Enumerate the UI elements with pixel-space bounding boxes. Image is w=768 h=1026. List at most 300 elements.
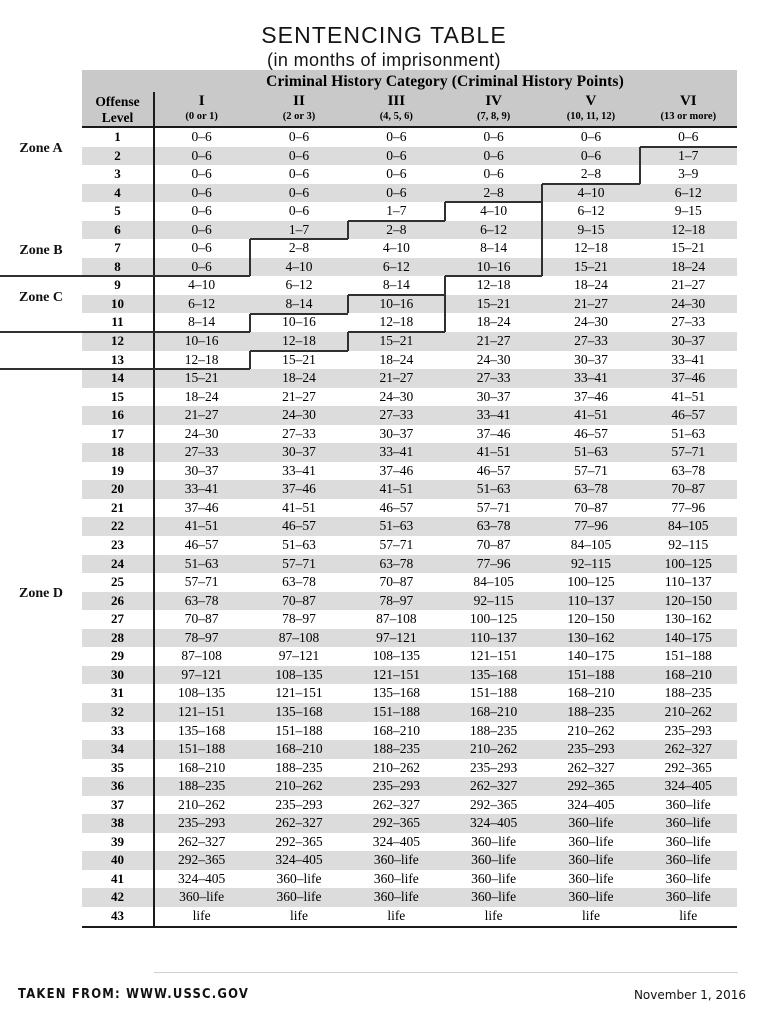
sentence-range-cell: 1–7 <box>678 147 699 163</box>
sentence-range-cell: 8–14 <box>188 314 216 330</box>
sentence-range-cell: 33–41 <box>476 407 511 423</box>
table-row <box>82 388 737 407</box>
offense-level-cell: 27 <box>111 611 124 627</box>
sentence-range-cell: 168–210 <box>372 722 420 738</box>
sentence-range-cell: 15–21 <box>671 240 706 256</box>
sentence-range-cell: 24–30 <box>574 314 608 330</box>
sentence-range-cell: 78–97 <box>184 629 219 645</box>
sentence-range-cell: 235–293 <box>470 759 518 775</box>
sentence-range-cell: 51–63 <box>574 444 608 460</box>
table-row <box>82 443 737 462</box>
zone-b-boundary-h <box>348 294 445 296</box>
sentence-range-cell: 70–87 <box>476 537 511 553</box>
sentence-range-cell: 2–8 <box>580 166 602 182</box>
sentence-range-cell: 21–27 <box>671 277 706 293</box>
sentence-range-cell: 210–262 <box>178 796 226 812</box>
table-row <box>82 888 737 907</box>
sentence-range-cell: 4–10 <box>188 277 216 293</box>
sentence-range-cell: 37–46 <box>574 388 608 404</box>
sentence-range-cell: 4–10 <box>577 184 605 200</box>
offense-level-cell: 36 <box>111 778 124 794</box>
footer-source-text: TAKEN FROM: WWW.USSC.GOV <box>18 986 250 1002</box>
table-row <box>82 592 737 611</box>
category-header-i <box>153 92 250 126</box>
sentence-range-cell: 188–235 <box>275 759 323 775</box>
offense-level-cell: 20 <box>111 481 124 497</box>
sentence-range-cell: 24–30 <box>379 388 414 404</box>
sentence-range-cell: 41–51 <box>476 444 511 460</box>
sentence-range-cell: 57–71 <box>282 555 316 571</box>
sentence-range-cell: 21–27 <box>282 388 316 404</box>
category-header-ii <box>250 92 347 126</box>
sentence-range-cell: 51–63 <box>184 555 219 571</box>
sentence-range-cell: 37–46 <box>379 462 414 478</box>
zone-b-boundary-h <box>153 331 250 333</box>
sentence-range-cell: life <box>192 907 211 923</box>
zone-a-boundary-v <box>347 221 349 240</box>
category-header-v <box>542 92 639 126</box>
sentence-range-cell: 110–137 <box>470 629 518 645</box>
table-row <box>82 777 737 796</box>
offense-level-cell: 42 <box>111 889 124 905</box>
offense-level-cell: 15 <box>111 388 124 404</box>
sentence-range-cell: 2–8 <box>288 240 310 256</box>
sentence-range-cell: 360–life <box>665 870 711 886</box>
offense-level-cell: 24 <box>111 555 124 571</box>
sentence-range-cell: 360–life <box>276 870 322 886</box>
sentence-range-cell: 41–51 <box>671 388 706 404</box>
sentence-range-cell: 0–6 <box>386 129 407 144</box>
sentence-range-cell: 77–96 <box>671 499 706 515</box>
sentence-range-cell: 360–life <box>373 889 419 905</box>
offense-level-cell: 8 <box>114 258 121 274</box>
sentence-range-cell: 70–87 <box>379 574 414 590</box>
sentence-range-cell: 0–6 <box>191 240 212 256</box>
sentence-range-cell: 12–18 <box>282 333 316 349</box>
sentence-range-cell: 10–16 <box>476 258 511 274</box>
offense-level-cell: 22 <box>111 518 124 534</box>
category-headers <box>153 92 737 126</box>
sentence-range-cell: 360–life <box>665 815 711 831</box>
sentence-range-cell: 70–87 <box>184 611 219 627</box>
sentence-range-cell: 9–15 <box>577 221 605 237</box>
category-roman: III <box>387 93 406 109</box>
sentence-range-cell: 140–175 <box>567 648 615 664</box>
zone-a-boundary-h <box>153 275 250 277</box>
table-row <box>82 870 737 889</box>
sentence-range-cell: 97–121 <box>376 629 417 645</box>
sentence-range-cell: 30–37 <box>184 462 219 478</box>
sentence-range-cell: 0–6 <box>580 129 602 144</box>
sentence-range-cell: 3–9 <box>678 166 699 182</box>
sentence-range-cell: 0–6 <box>191 184 212 200</box>
offense-level-header-line1: Offense <box>95 94 140 109</box>
offense-level-cell: 29 <box>111 648 124 664</box>
offense-level-cell: 14 <box>111 370 124 386</box>
table-row <box>82 796 737 815</box>
zone-c-boundary-h <box>348 331 445 333</box>
sentence-range-cell: 235–293 <box>275 796 323 812</box>
sentence-range-cell: 262–327 <box>567 759 615 775</box>
zone-a-boundary-v <box>444 202 446 221</box>
sentence-range-cell: 12–18 <box>574 240 608 256</box>
sentence-range-cell: 210–262 <box>470 741 518 757</box>
table-header <box>82 70 737 128</box>
sentence-range-cell: 235–293 <box>178 815 226 831</box>
sentence-range-cell: 324–405 <box>275 852 323 868</box>
sentence-range-cell: 30–37 <box>379 425 414 441</box>
sentence-range-cell: 27–33 <box>379 407 414 423</box>
category-roman: IV <box>485 93 502 109</box>
offense-level-cell: 6 <box>114 221 121 237</box>
sentence-range-cell: 292–365 <box>372 815 420 831</box>
table-row <box>82 128 737 147</box>
sentence-range-cell: 15–21 <box>574 258 608 274</box>
zone-c-boundary-v-right <box>444 295 446 332</box>
sentence-range-cell: 33–41 <box>574 370 608 386</box>
zone-a-boundary-h <box>542 183 639 185</box>
sentence-range-cell: 188–235 <box>178 778 226 794</box>
sentence-range-cell: 360–life <box>665 889 711 905</box>
offense-level-cell: 32 <box>111 703 124 719</box>
sentence-range-cell: 0–6 <box>386 184 407 200</box>
offense-level-cell: 23 <box>111 537 124 553</box>
zone-label-d: Zone D <box>19 586 63 602</box>
offense-level-header <box>82 92 153 126</box>
sentence-range-cell: 0–6 <box>483 129 504 144</box>
sentence-range-cell: 30–37 <box>671 333 706 349</box>
sentence-range-cell: life <box>581 907 600 923</box>
zone-c-boundary-v <box>347 332 349 351</box>
sentence-range-cell: 135–168 <box>470 666 518 682</box>
offense-level-cell: 3 <box>114 166 121 182</box>
sentence-range-cell: 46–57 <box>184 537 219 553</box>
category-points: (2 or 3) <box>282 111 316 122</box>
zone-b-boundary-h <box>250 313 347 315</box>
category-points: (13 or more) <box>660 111 717 122</box>
sentence-range-cell: 18–24 <box>282 370 316 386</box>
category-points: (0 or 1) <box>185 111 218 122</box>
sentence-range-cell: 360–life <box>568 870 614 886</box>
sentence-range-cell: 360–life <box>373 870 419 886</box>
table-grid <box>82 70 737 928</box>
sentence-range-cell: 360–life <box>471 852 517 868</box>
sentence-range-cell: 6–12 <box>674 184 702 200</box>
sentence-range-cell: 10–16 <box>379 295 414 311</box>
sentence-range-cell: 8–14 <box>285 295 313 311</box>
sentence-range-cell: 121–151 <box>470 648 518 664</box>
sentence-range-cell: 18–24 <box>671 258 706 274</box>
sentence-range-cell: 2–8 <box>483 184 504 200</box>
offense-level-cell: 17 <box>111 425 124 441</box>
sentence-range-cell: 57–71 <box>574 462 608 478</box>
zone-b-boundary-v <box>249 314 251 333</box>
sentence-range-cell: 51–63 <box>476 481 511 497</box>
table-row <box>82 221 737 240</box>
sentence-range-cell: 168–210 <box>275 741 323 757</box>
zone-b-boundary-h <box>445 275 542 277</box>
sentence-range-cell: 57–71 <box>476 499 511 515</box>
sentence-range-cell: 262–327 <box>275 815 323 831</box>
zone-a-boundary-h <box>445 201 542 203</box>
sentence-range-cell: 77–96 <box>476 555 511 571</box>
header-column-divider <box>153 92 155 126</box>
offense-level-cell: 21 <box>111 499 124 515</box>
table-row <box>82 517 737 536</box>
zone-c-boundary-h <box>250 350 347 352</box>
sentence-range-cell: 151–188 <box>372 703 420 719</box>
zone-b-boundary-v <box>347 295 349 314</box>
sentence-range-cell: 37–46 <box>476 425 511 441</box>
offense-level-cell: 30 <box>111 666 124 682</box>
sentence-range-cell: 324–405 <box>372 833 420 849</box>
sentence-range-cell: 4–10 <box>382 240 410 256</box>
sentence-range-cell: 0–6 <box>288 184 310 200</box>
sentence-range-cell: 210–262 <box>567 722 615 738</box>
sentence-range-cell: 108–135 <box>275 666 323 682</box>
zone-a-boundary-h <box>250 238 347 240</box>
zone-b-boundary-left <box>0 331 153 333</box>
sentence-range-cell: 188–235 <box>567 703 615 719</box>
sentence-range-cell: 324–405 <box>567 796 615 812</box>
sentence-range-cell: 8–14 <box>480 240 508 256</box>
sentence-range-cell: 100–125 <box>470 611 518 627</box>
offense-level-cell: 33 <box>111 722 124 738</box>
sentence-range-cell: 57–71 <box>671 444 706 460</box>
offense-level-cell: 16 <box>111 407 124 423</box>
sentence-range-cell: 135–168 <box>275 703 323 719</box>
sentence-range-cell: 46–57 <box>379 499 414 515</box>
sentence-range-cell: life <box>484 907 503 923</box>
sentence-range-cell: 92–115 <box>668 537 709 553</box>
sentence-range-cell: 41–51 <box>379 481 414 497</box>
sentence-range-cell: 0–6 <box>386 147 407 163</box>
sentence-range-cell: 0–6 <box>288 203 310 219</box>
sentence-range-cell: 262–327 <box>664 741 712 757</box>
sentence-range-cell: 235–293 <box>372 778 420 794</box>
table-row <box>82 610 737 629</box>
sentence-range-cell: 292–365 <box>567 778 615 794</box>
sentence-range-cell: 27–33 <box>476 370 511 386</box>
table-row <box>82 684 737 703</box>
offense-level-cell: 9 <box>114 277 121 293</box>
sentence-range-cell: 130–162 <box>664 611 712 627</box>
category-points: (4, 5, 6) <box>379 111 413 122</box>
sentence-range-cell: 41–51 <box>574 407 608 423</box>
footer-date: November 1, 2016 <box>633 988 746 1002</box>
offense-level-cell: 40 <box>111 852 124 868</box>
sentence-range-cell: 70–87 <box>282 592 316 608</box>
sentence-range-cell: 21–27 <box>184 407 219 423</box>
sentence-range-cell: 100–125 <box>567 574 615 590</box>
offense-level-cell: 7 <box>114 240 121 256</box>
sentence-range-cell: 168–210 <box>470 703 518 719</box>
sentence-range-cell: 292–365 <box>470 796 518 812</box>
sentence-range-cell: 0–6 <box>191 258 212 274</box>
category-roman: I <box>198 93 205 109</box>
table-row <box>82 851 737 870</box>
offense-level-cell: 28 <box>111 629 124 645</box>
sentence-range-cell: 78–97 <box>282 611 316 627</box>
sentence-range-cell: 24–30 <box>184 425 219 441</box>
sentence-range-cell: 37–46 <box>671 370 706 386</box>
sentence-range-cell: life <box>387 907 406 923</box>
sentence-range-cell: 262–327 <box>470 778 518 794</box>
offense-level-header-line2: Level <box>101 110 134 125</box>
table-row <box>82 351 737 370</box>
sentence-range-cell: 12–18 <box>184 351 219 367</box>
sentence-range-cell: 78–97 <box>379 592 414 608</box>
sentence-range-cell: 360–life <box>276 889 322 905</box>
zone-a-boundary-v <box>249 239 251 276</box>
table-row <box>82 907 737 926</box>
sentence-range-cell: 108–135 <box>372 648 420 664</box>
table-row <box>82 814 737 833</box>
sentence-range-cell: 0–6 <box>191 221 212 237</box>
sentence-range-cell: 30–37 <box>282 444 316 460</box>
sentence-range-cell: 10–16 <box>282 314 316 330</box>
criminal-history-category-title: Criminal History Category (Criminal History Points) <box>266 73 624 90</box>
sentence-range-cell: 360–life <box>568 889 614 905</box>
sentence-range-cell: 27–33 <box>671 314 706 330</box>
sentence-range-cell: 262–327 <box>372 796 420 812</box>
table-row <box>82 555 737 574</box>
sentence-range-cell: 168–210 <box>664 666 712 682</box>
category-header-iv <box>445 92 542 126</box>
sentence-range-cell: 15–21 <box>282 351 316 367</box>
sentence-range-cell: 188–235 <box>372 741 420 757</box>
table-row <box>82 184 737 203</box>
sentence-range-cell: 97–121 <box>181 666 222 682</box>
zone-a-boundary-v <box>541 184 543 203</box>
zone-b-boundary-v-right <box>541 202 543 276</box>
sentence-range-cell: 6–12 <box>382 258 410 274</box>
offense-level-cell: 5 <box>114 203 121 219</box>
zone-c-boundary-left <box>0 368 153 370</box>
category-header-iii <box>348 92 445 126</box>
sentence-range-cell: 41–51 <box>282 499 316 515</box>
body-column-divider <box>153 128 155 926</box>
table-row <box>82 629 737 648</box>
sentence-range-cell: 6–12 <box>480 221 508 237</box>
sentence-range-cell: 360–life <box>179 889 225 905</box>
sentence-range-cell: 33–41 <box>379 444 414 460</box>
sentence-range-cell: 0–6 <box>580 147 602 163</box>
category-roman: II <box>293 93 305 109</box>
zone-label-a: Zone A <box>19 141 63 157</box>
sentence-range-cell: 4–10 <box>480 203 508 219</box>
sentence-range-cell: 18–24 <box>379 351 414 367</box>
sentence-range-cell: 77–96 <box>574 518 608 534</box>
sentence-range-cell: 12–18 <box>671 221 706 237</box>
sentence-range-cell: 18–24 <box>574 277 608 293</box>
sentence-range-cell: 188–235 <box>470 722 518 738</box>
sentence-range-cell: 292–365 <box>664 759 712 775</box>
sentence-range-cell: 4–10 <box>285 258 313 274</box>
sentence-range-cell: 360–life <box>665 796 711 812</box>
sentence-range-cell: 151–188 <box>567 666 615 682</box>
sentence-range-cell: 6–12 <box>188 295 216 311</box>
table-row <box>82 703 737 722</box>
offense-level-cell: 34 <box>111 741 124 757</box>
table-row <box>82 740 737 759</box>
footer-divider <box>154 972 738 973</box>
sentence-range-cell: 121–151 <box>372 666 420 682</box>
sentence-range-cell: 87–108 <box>376 611 417 627</box>
sentence-range-cell: 24–30 <box>671 295 706 311</box>
sentence-range-cell: 151–188 <box>178 741 226 757</box>
sentence-range-cell: 130–162 <box>567 629 615 645</box>
zone-a-boundary-left <box>0 275 153 277</box>
sentence-range-cell: 46–57 <box>282 518 316 534</box>
sentence-range-cell: 100–125 <box>664 555 712 571</box>
sentence-range-cell: 360–life <box>568 815 614 831</box>
sentence-range-cell: life <box>289 907 308 923</box>
table-body <box>82 128 737 928</box>
sentence-range-cell: 84–105 <box>668 518 709 534</box>
sentence-range-cell: 63–78 <box>476 518 511 534</box>
table-row <box>82 759 737 778</box>
sentence-range-cell: 15–21 <box>476 295 511 311</box>
sentence-range-cell: 110–137 <box>567 592 615 608</box>
sentence-range-cell: 292–365 <box>275 833 323 849</box>
sentence-range-cell: 57–71 <box>379 537 414 553</box>
sentence-range-cell: 235–293 <box>664 722 712 738</box>
offense-level-cell: 38 <box>111 815 124 831</box>
sentence-range-cell: 46–57 <box>574 425 608 441</box>
header-columns <box>82 92 737 126</box>
sentence-range-cell: 108–135 <box>178 685 226 701</box>
sentence-range-cell: 120–150 <box>567 611 615 627</box>
sentence-range-cell: 27–33 <box>282 425 316 441</box>
table-row <box>82 722 737 741</box>
sentence-range-cell: 12–18 <box>379 314 414 330</box>
sentence-range-cell: 188–235 <box>664 685 712 701</box>
sentence-range-cell: 15–21 <box>184 370 219 386</box>
sentence-range-cell: 51–63 <box>671 425 706 441</box>
category-roman: V <box>585 93 597 109</box>
sentence-range-cell: 151–188 <box>664 648 712 664</box>
sentence-range-cell: 70–87 <box>574 499 608 515</box>
table-row <box>82 573 737 592</box>
sentence-range-cell: 92–115 <box>570 555 611 571</box>
zone-c-boundary-v <box>249 351 251 370</box>
sentence-range-cell: 12–18 <box>476 277 511 293</box>
sentence-range-cell: 360–life <box>471 870 517 886</box>
sentence-range-cell: 0–6 <box>191 129 212 144</box>
sentence-range-cell: 92–115 <box>473 592 514 608</box>
sentence-range-cell: 210–262 <box>275 778 323 794</box>
sentence-range-cell: 0–6 <box>288 166 310 182</box>
category-header-vi <box>640 92 737 126</box>
sentence-range-cell: 97–121 <box>278 648 320 664</box>
sentence-range-cell: 0–6 <box>288 129 310 144</box>
sentence-range-cell: 110–137 <box>664 574 712 590</box>
sentence-range-cell: 21–27 <box>574 295 608 311</box>
offense-level-cell: 35 <box>111 759 124 775</box>
sentence-range-cell: 24–30 <box>476 351 511 367</box>
table-row <box>82 425 737 444</box>
sentence-range-cell: 0–6 <box>288 147 310 163</box>
sentence-range-cell: 6–12 <box>577 203 605 219</box>
offense-level-cell: 10 <box>111 295 124 311</box>
sentence-range-cell: 135–168 <box>178 722 226 738</box>
sentence-range-cell: 151–188 <box>275 722 323 738</box>
table-row <box>82 239 737 258</box>
sentence-range-cell: 87–108 <box>278 629 320 645</box>
table-row <box>82 499 737 518</box>
zone-c-boundary-h <box>153 368 250 370</box>
